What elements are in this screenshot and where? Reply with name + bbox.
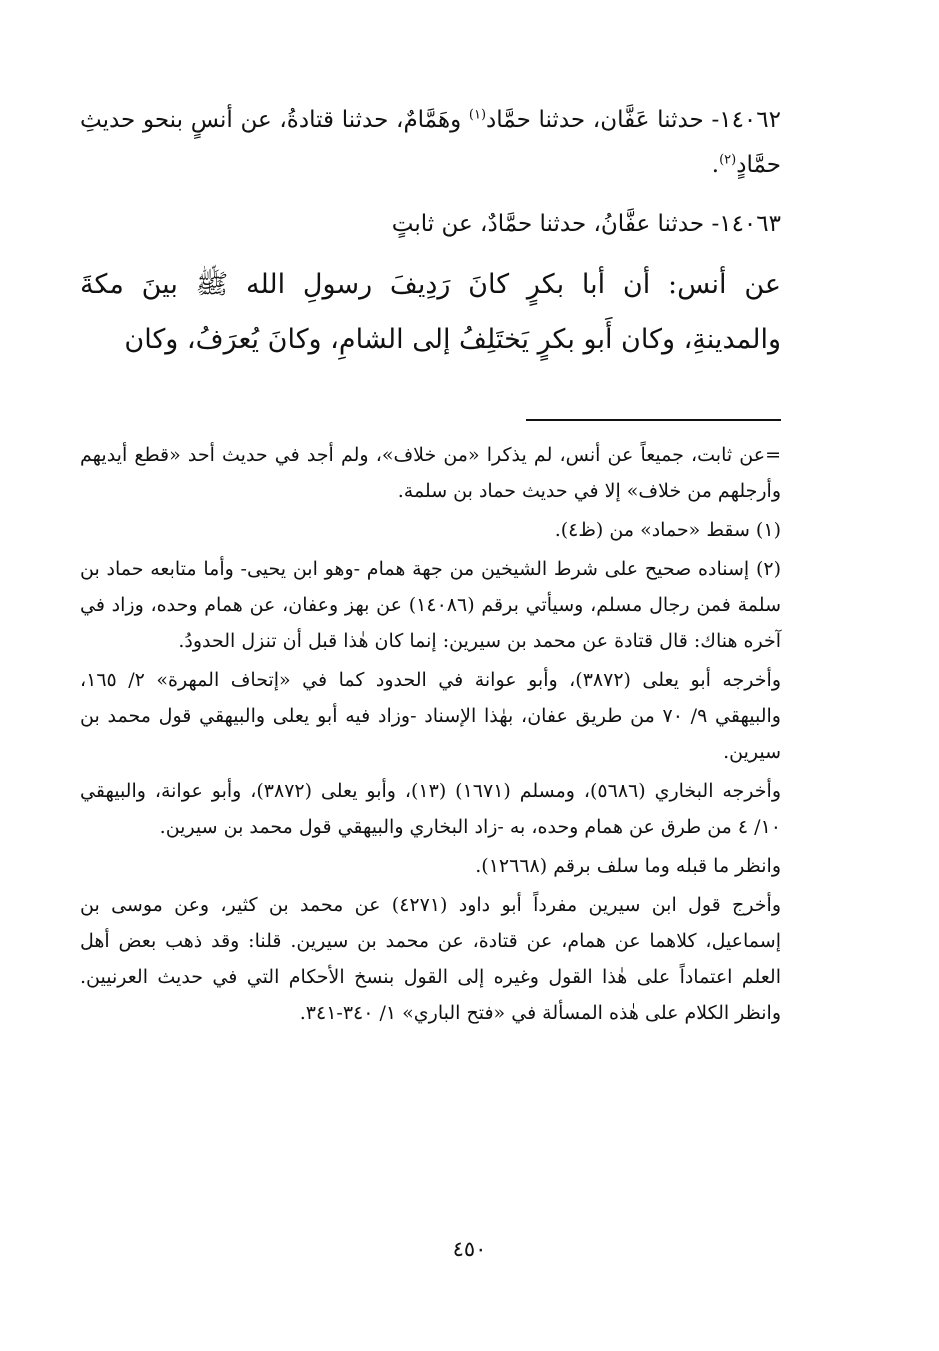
footnote-2-para-2: وأخرجه أبو يعلى (٣٨٧٢)، وأبو عوانة في الحدود كما في «إتحاف المهرة» ٢/ ١٦٥، والبيهقي ٩/ ٧٠ من طريق عفان، بهٰذا الإسناد -وزاد فيه أبو يعلى والبيهقي قول محمد بن سيرين. [80, 669, 781, 763]
footnote-2-para-4: وانظر ما قبله وما سلف برقم (١٢٦٦٨). [475, 855, 781, 877]
footnote-continuation: =عن ثابت، جميعاً عن أنس، لم يذكرا «من خلاف»، ولم أجد في حديث أحد «قطع أيديهم وأرجلهم من خلاف» إلا في حديث حماد بن سلمة. [80, 444, 781, 502]
hadith-14062-end: . [711, 152, 720, 178]
hadith-14062 [80, 98, 781, 188]
footnote-separator-wrap [80, 367, 781, 437]
footnotes [80, 437, 781, 1031]
main-text [80, 98, 781, 367]
hadith-14063-matn: عن أنس: أن أبا بكرٍ كانَ رَدِيفَ رسولِ الله ﷺ بينَ مكةَ والمدينةِ، وكان أَبو بكرٍ يَختَلِفُ إلى الشامِ، وكانَ يُعرَفُ، وكان [80, 269, 781, 355]
footnote-2: (٢) إسناده صحيح على شرط الشيخين من جهة همام -وهو ابن يحيى- وأما متابعه حماد بن سلمة فمن رجال مسلم، وسيأتي برقم (١٤٠٨٦) عن بهز وعفان، عن همام وحده، وزاد في آخره هناك: قال قتادة عن محمد بن سيرين: إنما كان هٰذا قبل أن تنزل الحدودُ. [80, 558, 782, 652]
hadith-14063-isnad: ١٤٠٦٣- حدثنا عفَّانُ، حدثنا حمَّادٌ، عن ثابتٍ [391, 211, 781, 237]
hadith-14062-text-cont: وهَمَّامٌ، حدثنا قتادةُ، عن أنسٍ بنحو حديثِ حمَّادٍ [80, 107, 781, 178]
footnote-2-para-3: وأخرجه البخاري (٥٦٨٦)، ومسلم (١٦٧١) (١٣)، وأبو يعلى (٣٨٧٢)، وأبو عوانة، والبيهقي ١٠/ ٤ من طرق عن همام وحده، به -زاد البخاري والبيهقي قول محمد بن سيرين. [80, 780, 781, 838]
footnote-separator [526, 419, 781, 421]
hadith-14062-text: ١٤٠٦٢- حدثنا عَفَّان، حدثنا حمَّاد [486, 107, 781, 133]
footnote-2-para-5: وأخرج قول ابن سيرين مفرداً أبو داود (٤٢٧١) عن محمد بن كثير، وعن موسى بن إسماعيل، كلاهما عن همام، عن قتادة، عن محمد بن سيرين. قلنا: وقد ذهب بعض أهل العلم اعتماداً على هٰذا القول وغيره إلى القول بنسخ الأحكام التي في حديث العرنيين. وانظر الكلام على هٰذه المسألة في «فتح الباري» ١/ ٣٤٠-٣٤١. [80, 894, 782, 1024]
page-number: ٤٥٠ [452, 1237, 487, 1261]
footnote-marker-1: (١) [468, 107, 487, 123]
footnote-1: (١) سقط «حماد» من (ظ٤). [554, 519, 781, 541]
footnote-marker-2: (٢) [719, 152, 737, 168]
